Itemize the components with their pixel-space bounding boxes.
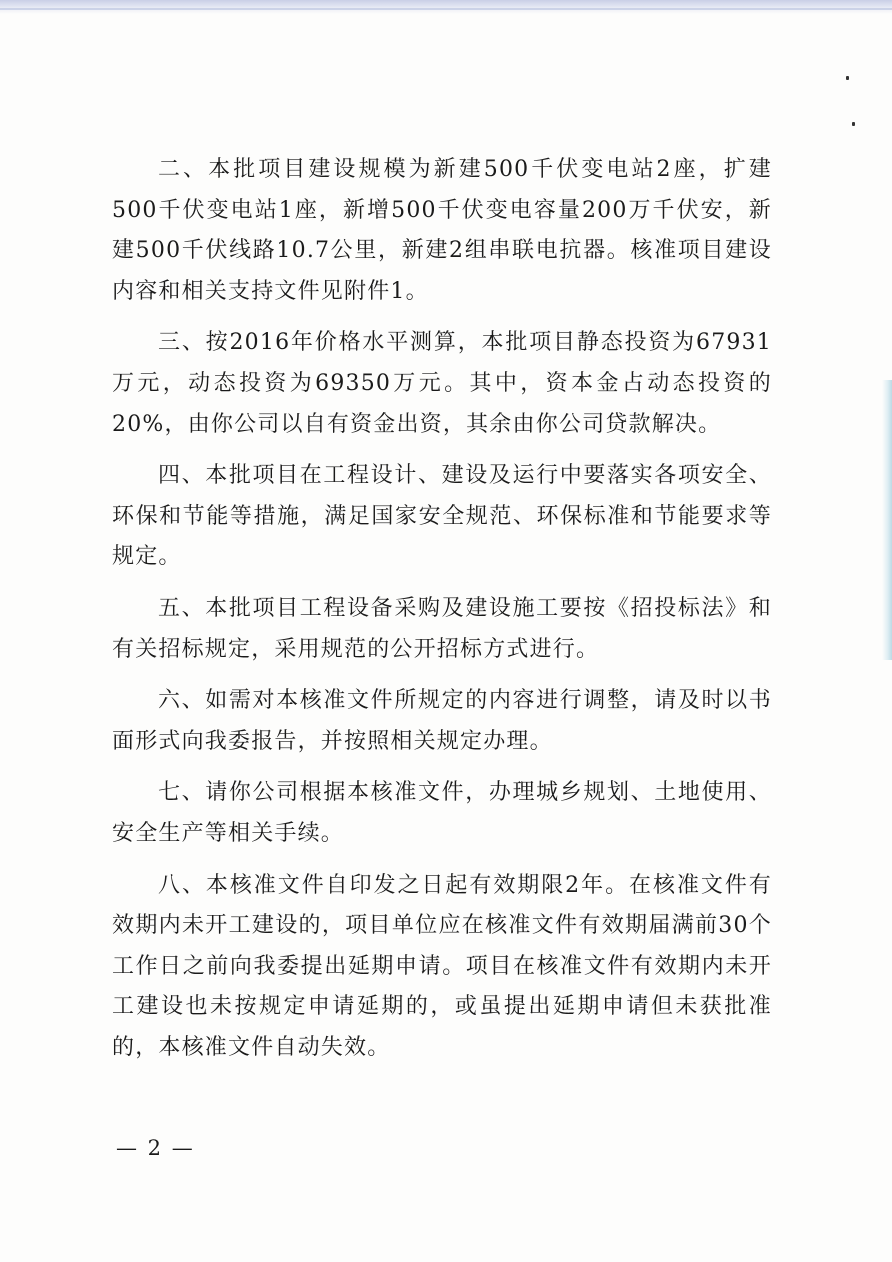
scan-top-border: [0, 0, 892, 14]
scan-top-line: [0, 8, 892, 10]
paragraph-3: 三、按2016年价格水平测算，本批项目静态投资为67931万元，动态投资为69350万元。其中，资本金占动态投资的20%，由你公司以自有资金出资，其余由你公司贷款解决。: [112, 330, 772, 437]
paragraph-2: 二、本批项目建设规模为新建500千伏变电站2座，扩建500千伏变电站1座，新增500千伏变电容量200万千伏安，新建500千伏线路10.7公里，新建2组串联电抗器。核准项目建设内容和相关支持文件见附件1。: [112, 157, 772, 304]
document-body: [112, 150, 772, 1079]
scan-speck: [846, 76, 849, 80]
paragraph-7: 七、请你公司根据本核准文件，办理城乡规划、土地使用、安全生产等相关手续。: [112, 780, 772, 846]
scan-right-edge: [882, 380, 892, 660]
paragraph-6: 六、如需对本核准文件所规定的内容进行调整，请及时以书面形式向我委报告，并按照相关规定办理。: [112, 688, 772, 754]
page-number: — 2 —: [116, 1136, 195, 1160]
paragraph-8: 八、本核准文件自印发之日起有效期限2年。在核准文件有效期内未开工建设的，项目单位应在核准文件有效期届满前30个工作日之前向我委提出延期申请。项目在核准文件有效期内未开工建设也未按规定申请延期的，或虽提出延期申请但未获批准的，本核准文件自动失效。: [112, 872, 772, 1060]
paragraph-5: 五、本批项目工程设备采购及建设施工要按《招投标法》和有关招标规定，采用规范的公开招标方式进行。: [112, 595, 772, 662]
paragraph-4: 四、本批项目在工程设计、建设及运行中要落实各项安全、环保和节能等措施，满足国家安全规范、环保标准和节能要求等规定。: [112, 463, 772, 570]
scan-speck: [852, 122, 855, 126]
